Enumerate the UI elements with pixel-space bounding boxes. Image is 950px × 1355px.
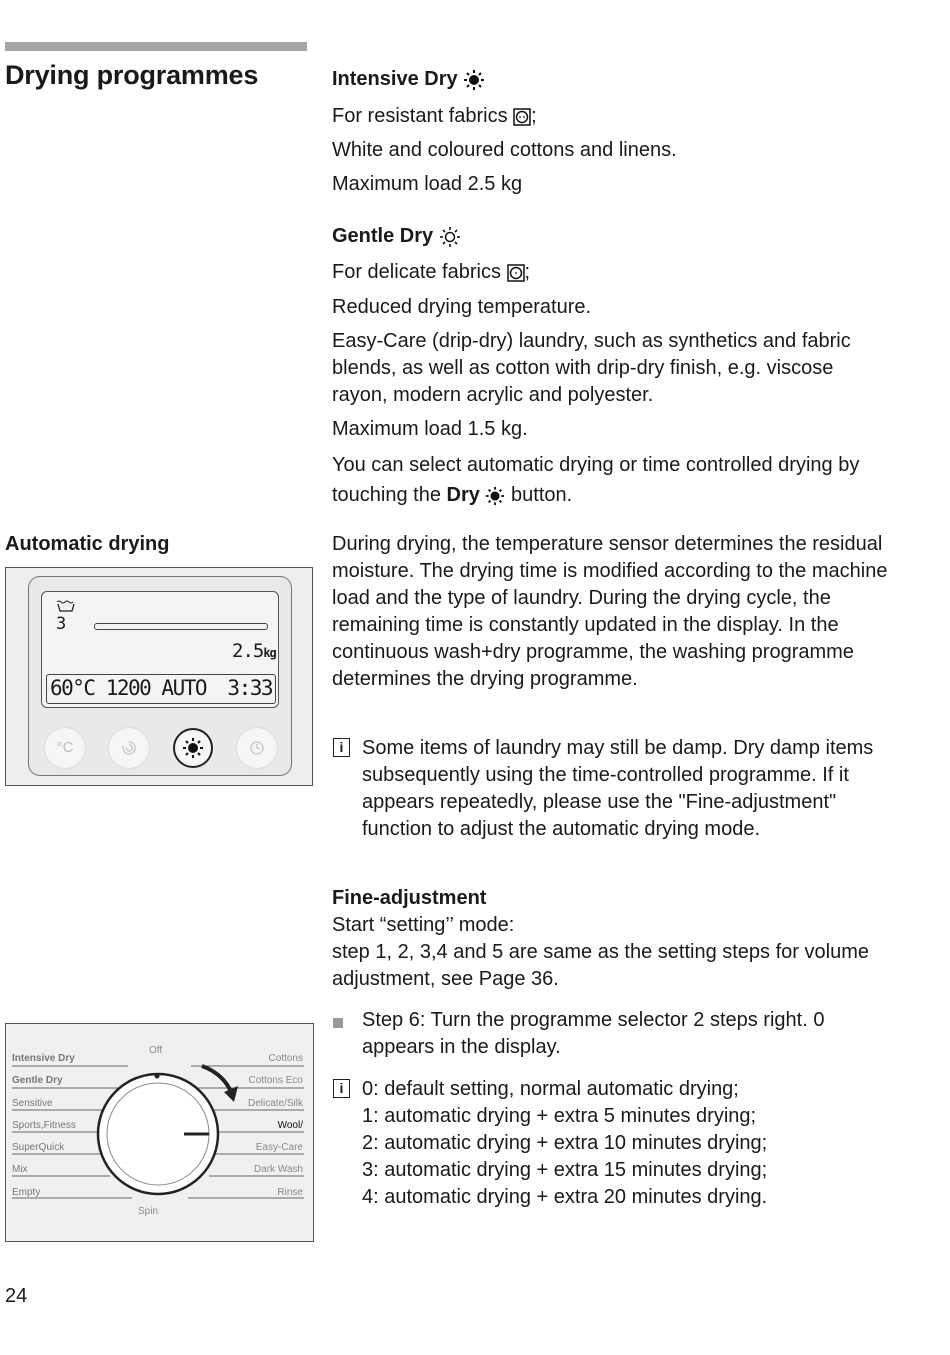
programme-superquick: SuperQuick (12, 1142, 65, 1154)
gentle-line-4: Maximum load 1.5 kg. (332, 418, 528, 440)
spin-button[interactable] (109, 728, 149, 768)
spin-icon (121, 740, 137, 756)
intensive-dry-title: Intensive Dry (332, 68, 458, 90)
selector-spin-label: Spin (138, 1206, 159, 1217)
programme-selector-figure (5, 1023, 314, 1242)
step-bullet (333, 1018, 343, 1028)
display-time: 3:33 (227, 676, 272, 700)
gentle-line-1: For delicate fabrics ; (332, 261, 531, 283)
fine-option: 0: default setting, normal automatic drying; (362, 1078, 739, 1100)
info-icon: i (333, 738, 350, 757)
display-readout: 60°C 1200 AUTO (50, 676, 207, 700)
programme-mix: Mix (12, 1164, 28, 1176)
programme-empty: Empty (12, 1186, 41, 1198)
programme-sensitive: Sensitive (12, 1097, 53, 1109)
selector-dial-graphic (6, 1024, 313, 1241)
section-rule (5, 42, 307, 51)
display-panel-figure (5, 567, 313, 786)
display-load: 2.5kg (232, 640, 276, 662)
automatic-drying-text: During drying, the temperature sensor determines the residual moisture. The drying time is modified according to the machine load and the type of laundry. During the drying cycle, the remaining time is constantly updated in the display. In the continuous wash+dry programme, the washing programme determines the drying programme. (332, 533, 888, 690)
programme-delicate-silk: Delicate/Silk (247, 1097, 303, 1109)
gentle-line-3: Easy-Care (drip-dry) laundry, such as synthetics and fabric blends, as well as cotton with drip-dry finish, e.g. viscose rayon, modern acrylic and polyester. (332, 330, 851, 406)
clock-icon (249, 740, 265, 756)
programme-gentle-dry: Gentle Dry (12, 1075, 63, 1087)
fine-option: 2: automatic drying + extra 10 minutes drying; (362, 1132, 768, 1154)
intensive-line-1: For resistant fabrics ; (332, 105, 537, 127)
automatic-drying-heading: Automatic drying (5, 533, 170, 555)
programme-cottons: Cottons (268, 1053, 303, 1064)
programme-wool: Wool/ (277, 1119, 303, 1131)
wash-tub-icon (56, 600, 76, 612)
page-number: 24 (5, 1285, 28, 1307)
intensive-dry-heading (332, 68, 485, 91)
fine-options (362, 1076, 902, 1211)
gentle-dry-heading (332, 225, 461, 248)
fine-option: 4: automatic drying + extra 20 minutes drying. (362, 1186, 768, 1208)
sun-outline-icon (439, 226, 461, 248)
programme-cottons-eco: Cottons Eco (248, 1075, 303, 1087)
dry-button[interactable] (173, 728, 213, 768)
gentle-line-5: You can select automatic drying or time controlled drying by touching the Dry button. (332, 454, 860, 506)
progress-bar (94, 623, 268, 630)
sun-filled-icon (463, 69, 485, 91)
timer-button[interactable] (237, 728, 277, 768)
lcd-display (41, 591, 279, 708)
display-level: 3 (56, 614, 67, 634)
fine-line-2: step 1, 2, 3,4 and 5 are same as the setting steps for volume adjustment, see Page 36. (332, 941, 869, 990)
fine-line-1: Start “setting’’ mode: (332, 914, 515, 936)
gentle-dry-title: Gentle Dry (332, 225, 434, 247)
programme-intensive-dry: Intensive Dry (12, 1053, 75, 1064)
programme-dark-wash: Dark Wash (253, 1164, 303, 1176)
temperature-button[interactable]: °C (45, 728, 85, 768)
info-icon-2: i (333, 1079, 350, 1098)
programme-rinse: Rinse (277, 1186, 303, 1198)
selector-off-label: Off (149, 1045, 163, 1056)
fine-adjustment-heading: Fine-adjustment (332, 887, 487, 909)
tumble-dry-icon (513, 108, 531, 126)
tumble-dry-low-icon (507, 264, 525, 282)
automatic-note: Some items of laundry may still be damp. Dry damp items subsequently using the time-controlled programme. If it appears repeatedly, please use the "Fine-adjustment" function to adjust the automatic drying mode. (362, 737, 874, 840)
intensive-line-2: White and coloured cottons and linens. (332, 139, 677, 161)
programme-sports-fitness: Sports,Fitness (12, 1119, 76, 1131)
programme-easy-care: Easy-Care (255, 1142, 303, 1154)
fine-step-6: Step 6: Turn the programme selector 2 steps right. 0 appears in the display. (362, 1009, 825, 1058)
fine-option: 1: automatic drying + extra 5 minutes drying; (362, 1105, 757, 1127)
fine-option: 3: automatic drying + extra 15 minutes drying; (362, 1159, 768, 1181)
section-title: Drying programmes (5, 60, 259, 90)
control-panel (28, 576, 292, 776)
intensive-line-3: Maximum load 2.5 kg (332, 173, 523, 195)
dry-sun-icon (182, 737, 204, 759)
dry-button-sun-icon (485, 486, 505, 506)
gentle-line-2: Reduced drying temperature. (332, 296, 592, 318)
display-readout-frame (46, 674, 276, 704)
